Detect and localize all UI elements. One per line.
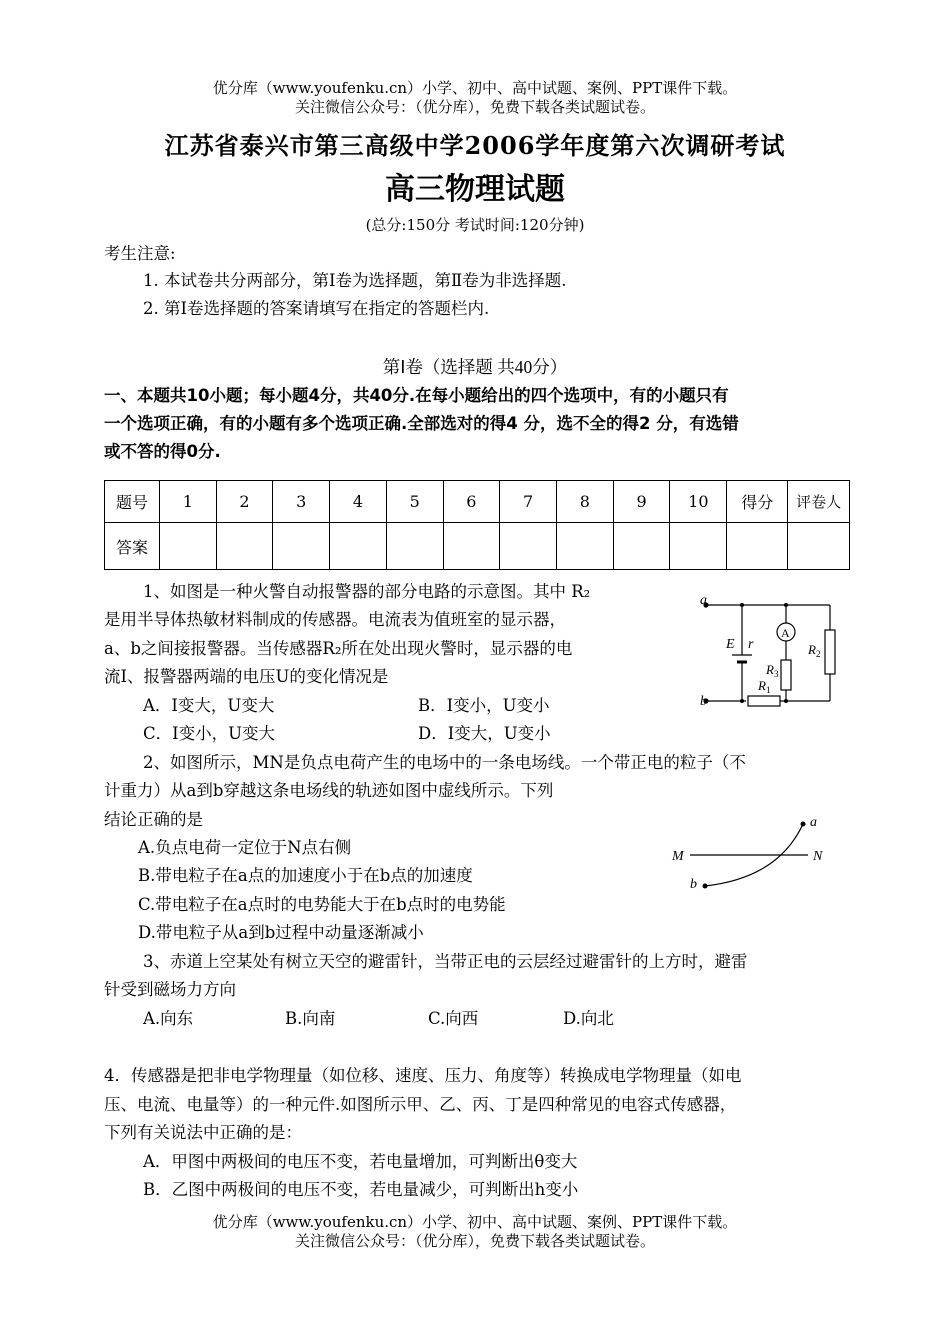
question-number: 3	[273, 481, 330, 523]
exam-info: (总分:150分 考试时间:120分钟)	[365, 216, 585, 234]
q1-circuit-figure	[690, 590, 850, 720]
label-R2: $R_2$	[808, 642, 821, 659]
q1-line-4: 流I、报警器两端的电压U的变化情况是	[104, 667, 389, 686]
question-number: 4	[330, 481, 387, 523]
q3-line-2: 针受到磁场力方向	[104, 980, 236, 999]
grader-cell[interactable]	[788, 523, 850, 570]
label-b: b	[700, 694, 707, 709]
ammeter-icon: A	[781, 626, 790, 640]
footer-line-1: 优分库（www.youfenku.cn）小学、初中、高中试题、案例、PPT课件下载。	[212, 1213, 738, 1231]
label-N: N	[813, 849, 823, 864]
answer-cell[interactable]	[500, 523, 557, 570]
row-label: 答案	[105, 523, 160, 570]
answer-cell[interactable]	[273, 523, 330, 570]
q3-option-b: B.向南	[285, 1009, 336, 1028]
header-line-2: 关注微信公众号：（优分库），免费下载各类试题试卷。	[294, 98, 655, 116]
notice-item-2: 2. 第Ⅰ卷选择题的答案请填写在指定的答题栏内.	[143, 299, 490, 318]
q2-option-a: A.负点电荷一定位于N点右侧	[138, 838, 352, 857]
q2-line-1: 2、如图所示，MN是负点电荷产生的电场中的一条电场线。一个带正电的粒子（不	[143, 753, 746, 772]
answer-cell[interactable]	[613, 523, 670, 570]
question-number: 10	[670, 481, 727, 523]
answer-cell[interactable]	[556, 523, 613, 570]
answer-cell[interactable]	[159, 523, 216, 570]
notice-item-1: 1. 本试卷共分两部分，第Ⅰ卷为选择题，第Ⅱ卷为非选择题.	[143, 271, 567, 290]
answer-cell[interactable]	[330, 523, 387, 570]
q1-option-d: D．I变大，U变小	[418, 724, 551, 743]
instruction-line-1: 一、本题共10小题；每小题4分，共40分.在每小题给出的四个选项中，有的小题只有	[104, 386, 729, 405]
q1-line-3: a、b之间接报警器。当传感器R₂所在处出现火警时，显示器的电	[104, 639, 573, 658]
q2-option-b: B.带电粒子在a点的加速度小于在b点的加速度	[138, 866, 473, 885]
exam-title: 江苏省泰兴市第三高级中学2006学年度第六次调研考试	[164, 131, 786, 160]
label-E: E	[726, 637, 735, 652]
q3-line-1: 3、赤道上空某处有树立天空的避雷针，当带正电的云层经过避雷针的上方时，避雷	[143, 952, 748, 971]
grader-header: 评卷人	[788, 481, 850, 523]
answer-cell[interactable]	[443, 523, 500, 570]
score-header: 得分	[727, 481, 788, 523]
q2-option-c: C.带电粒子在a点时的电势能大于在b点时的电势能	[138, 895, 506, 914]
q2-field-figure	[668, 808, 838, 898]
q3-option-a: A.向东	[143, 1009, 194, 1028]
subject-title: 高三物理试题	[385, 172, 565, 207]
q4-option-b: B．乙图中两极间的电压不变，若电量减少，可判断出h变小	[143, 1180, 579, 1199]
q4-option-a: A．甲图中两极间的电压不变，若电量增加，可判断出θ变大	[143, 1152, 578, 1171]
table-row	[105, 523, 850, 570]
q1-line-2: 是用半导体热敏材料制成的传感器。电流表为值班室的显示器，	[104, 610, 566, 629]
q3-option-d: D.向北	[563, 1009, 614, 1028]
question-number: 5	[386, 481, 443, 523]
question-number: 9	[613, 481, 670, 523]
label-r: r	[748, 637, 754, 652]
q4-line-2: 压、电流、电量等）的一种元件.如图所示甲、乙、丙、丁是四种常见的电容式传感器，	[104, 1095, 737, 1114]
q4-line-1: 4．传感器是把非电学物理量（如位移、速度、压力、角度等）转换成电学物理量（如电	[104, 1066, 742, 1085]
question-number: 2	[216, 481, 273, 523]
q4-line-3: 下列有关说法中正确的是：	[104, 1123, 302, 1142]
instruction-line-3: 或不答的得0分.	[104, 442, 221, 461]
q1-option-c: C．I变小，U变大	[143, 724, 276, 743]
q3-option-c: C.向西	[428, 1009, 479, 1028]
instruction-line-2: 一个选项正确，有的小题有多个选项正确.全部选对的得4 分，选不全的得2 分，有选错	[104, 414, 739, 433]
q2-line-2: 计重力）从a到b穿越这条电场线的轨迹如图中虚线所示。下列	[104, 781, 554, 800]
table-row	[105, 481, 850, 523]
label-a: a	[810, 815, 817, 830]
answer-cell[interactable]	[670, 523, 727, 570]
label-R3: $R_3$	[766, 662, 779, 679]
answer-cell[interactable]	[386, 523, 443, 570]
label-R1: $R_1$	[758, 678, 771, 695]
label-b: b	[690, 877, 697, 892]
question-number: 8	[556, 481, 613, 523]
question-number: 7	[500, 481, 557, 523]
section-title: 第Ⅰ卷（选择题 共40分）	[382, 357, 568, 377]
question-number: 1	[159, 481, 216, 523]
row-label: 题号	[105, 481, 160, 523]
notice-heading: 考生注意:	[104, 244, 176, 263]
header-line-1: 优分库（www.youfenku.cn）小学、初中、高中试题、案例、PPT课件下载。	[212, 79, 738, 97]
label-M: M	[672, 849, 684, 864]
answer-cell[interactable]	[216, 523, 273, 570]
score-cell[interactable]	[727, 523, 788, 570]
label-a: a	[700, 593, 707, 608]
q1-option-b: B．I变小，U变小	[418, 696, 550, 715]
answer-table	[104, 480, 850, 570]
footer-line-2: 关注微信公众号：（优分库），免费下载各类试题试卷。	[294, 1232, 655, 1250]
question-number: 6	[443, 481, 500, 523]
q2-option-d: D.带电粒子从a到b过程中动量逐渐减小	[138, 923, 424, 942]
q2-line-3: 结论正确的是	[104, 810, 203, 829]
q1-line-1: 1、如图是一种火警自动报警器的部分电路的示意图。其中 R₂	[143, 582, 591, 601]
q1-option-a: A．I变大，U变大	[143, 696, 275, 715]
